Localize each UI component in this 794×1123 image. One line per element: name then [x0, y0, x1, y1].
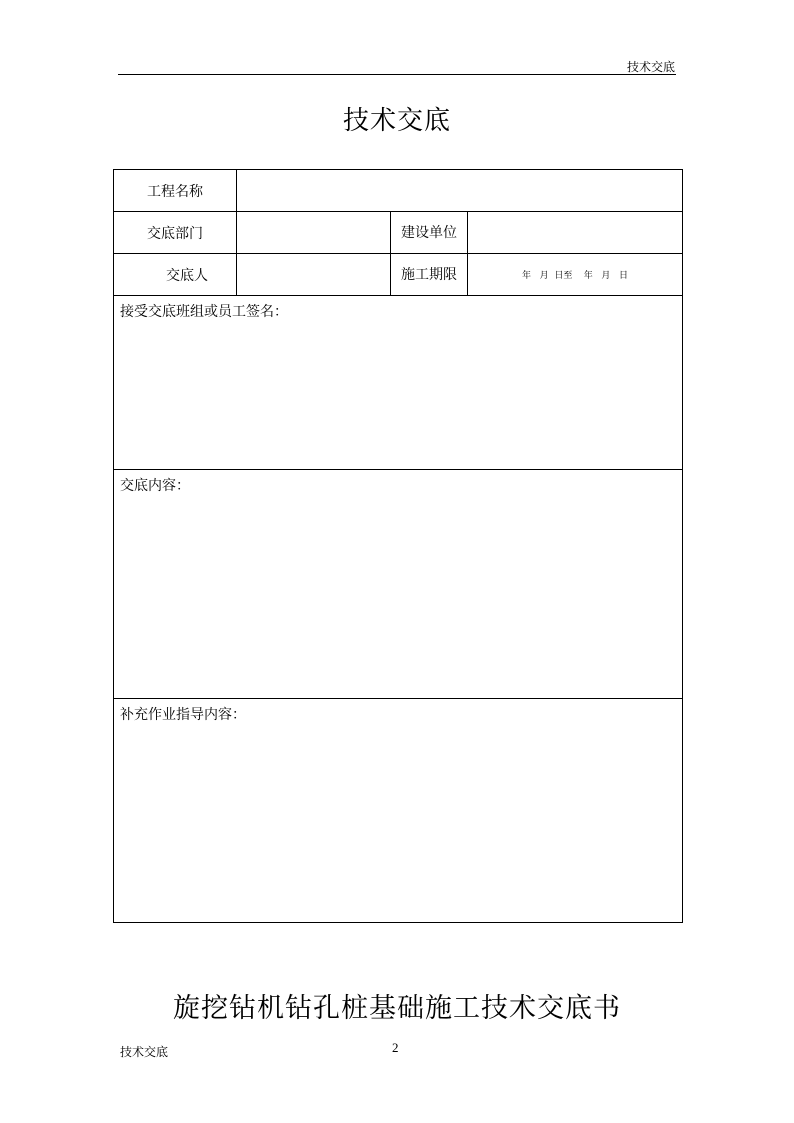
- signature-block[interactable]: [114, 296, 683, 470]
- content-block[interactable]: [114, 470, 683, 699]
- period-field[interactable]: 年 月 日至 年 月 日: [468, 254, 683, 296]
- page-number: 2: [392, 1040, 399, 1055]
- presenter-field[interactable]: [237, 254, 391, 296]
- page-title: 技术交底: [342, 106, 451, 136]
- construction-unit-field[interactable]: [468, 212, 683, 254]
- project-name-field[interactable]: [237, 170, 683, 212]
- presenter-label: 交底人: [114, 254, 237, 296]
- header-label: 技术交底: [626, 60, 675, 74]
- signature-label: 接受交底班组或员工签名：: [120, 304, 288, 320]
- footer-label: 技术交底: [120, 1045, 169, 1059]
- construction-unit-label: 建设单位: [391, 212, 468, 254]
- department-field[interactable]: [237, 212, 391, 254]
- supplement-label: 补充作业指导内容：: [120, 707, 246, 723]
- period-label: 施工期限: [391, 254, 468, 296]
- document-title: 旋挖钻机钻孔桩基础施工技术交底书: [173, 993, 621, 1024]
- project-name-label: 工程名称: [114, 170, 237, 212]
- content-label: 交底内容：: [120, 478, 190, 494]
- handover-form-table: [113, 169, 683, 923]
- supplement-block[interactable]: [114, 699, 683, 923]
- header-divider: [118, 74, 676, 75]
- department-label: 交底部门: [114, 212, 237, 254]
